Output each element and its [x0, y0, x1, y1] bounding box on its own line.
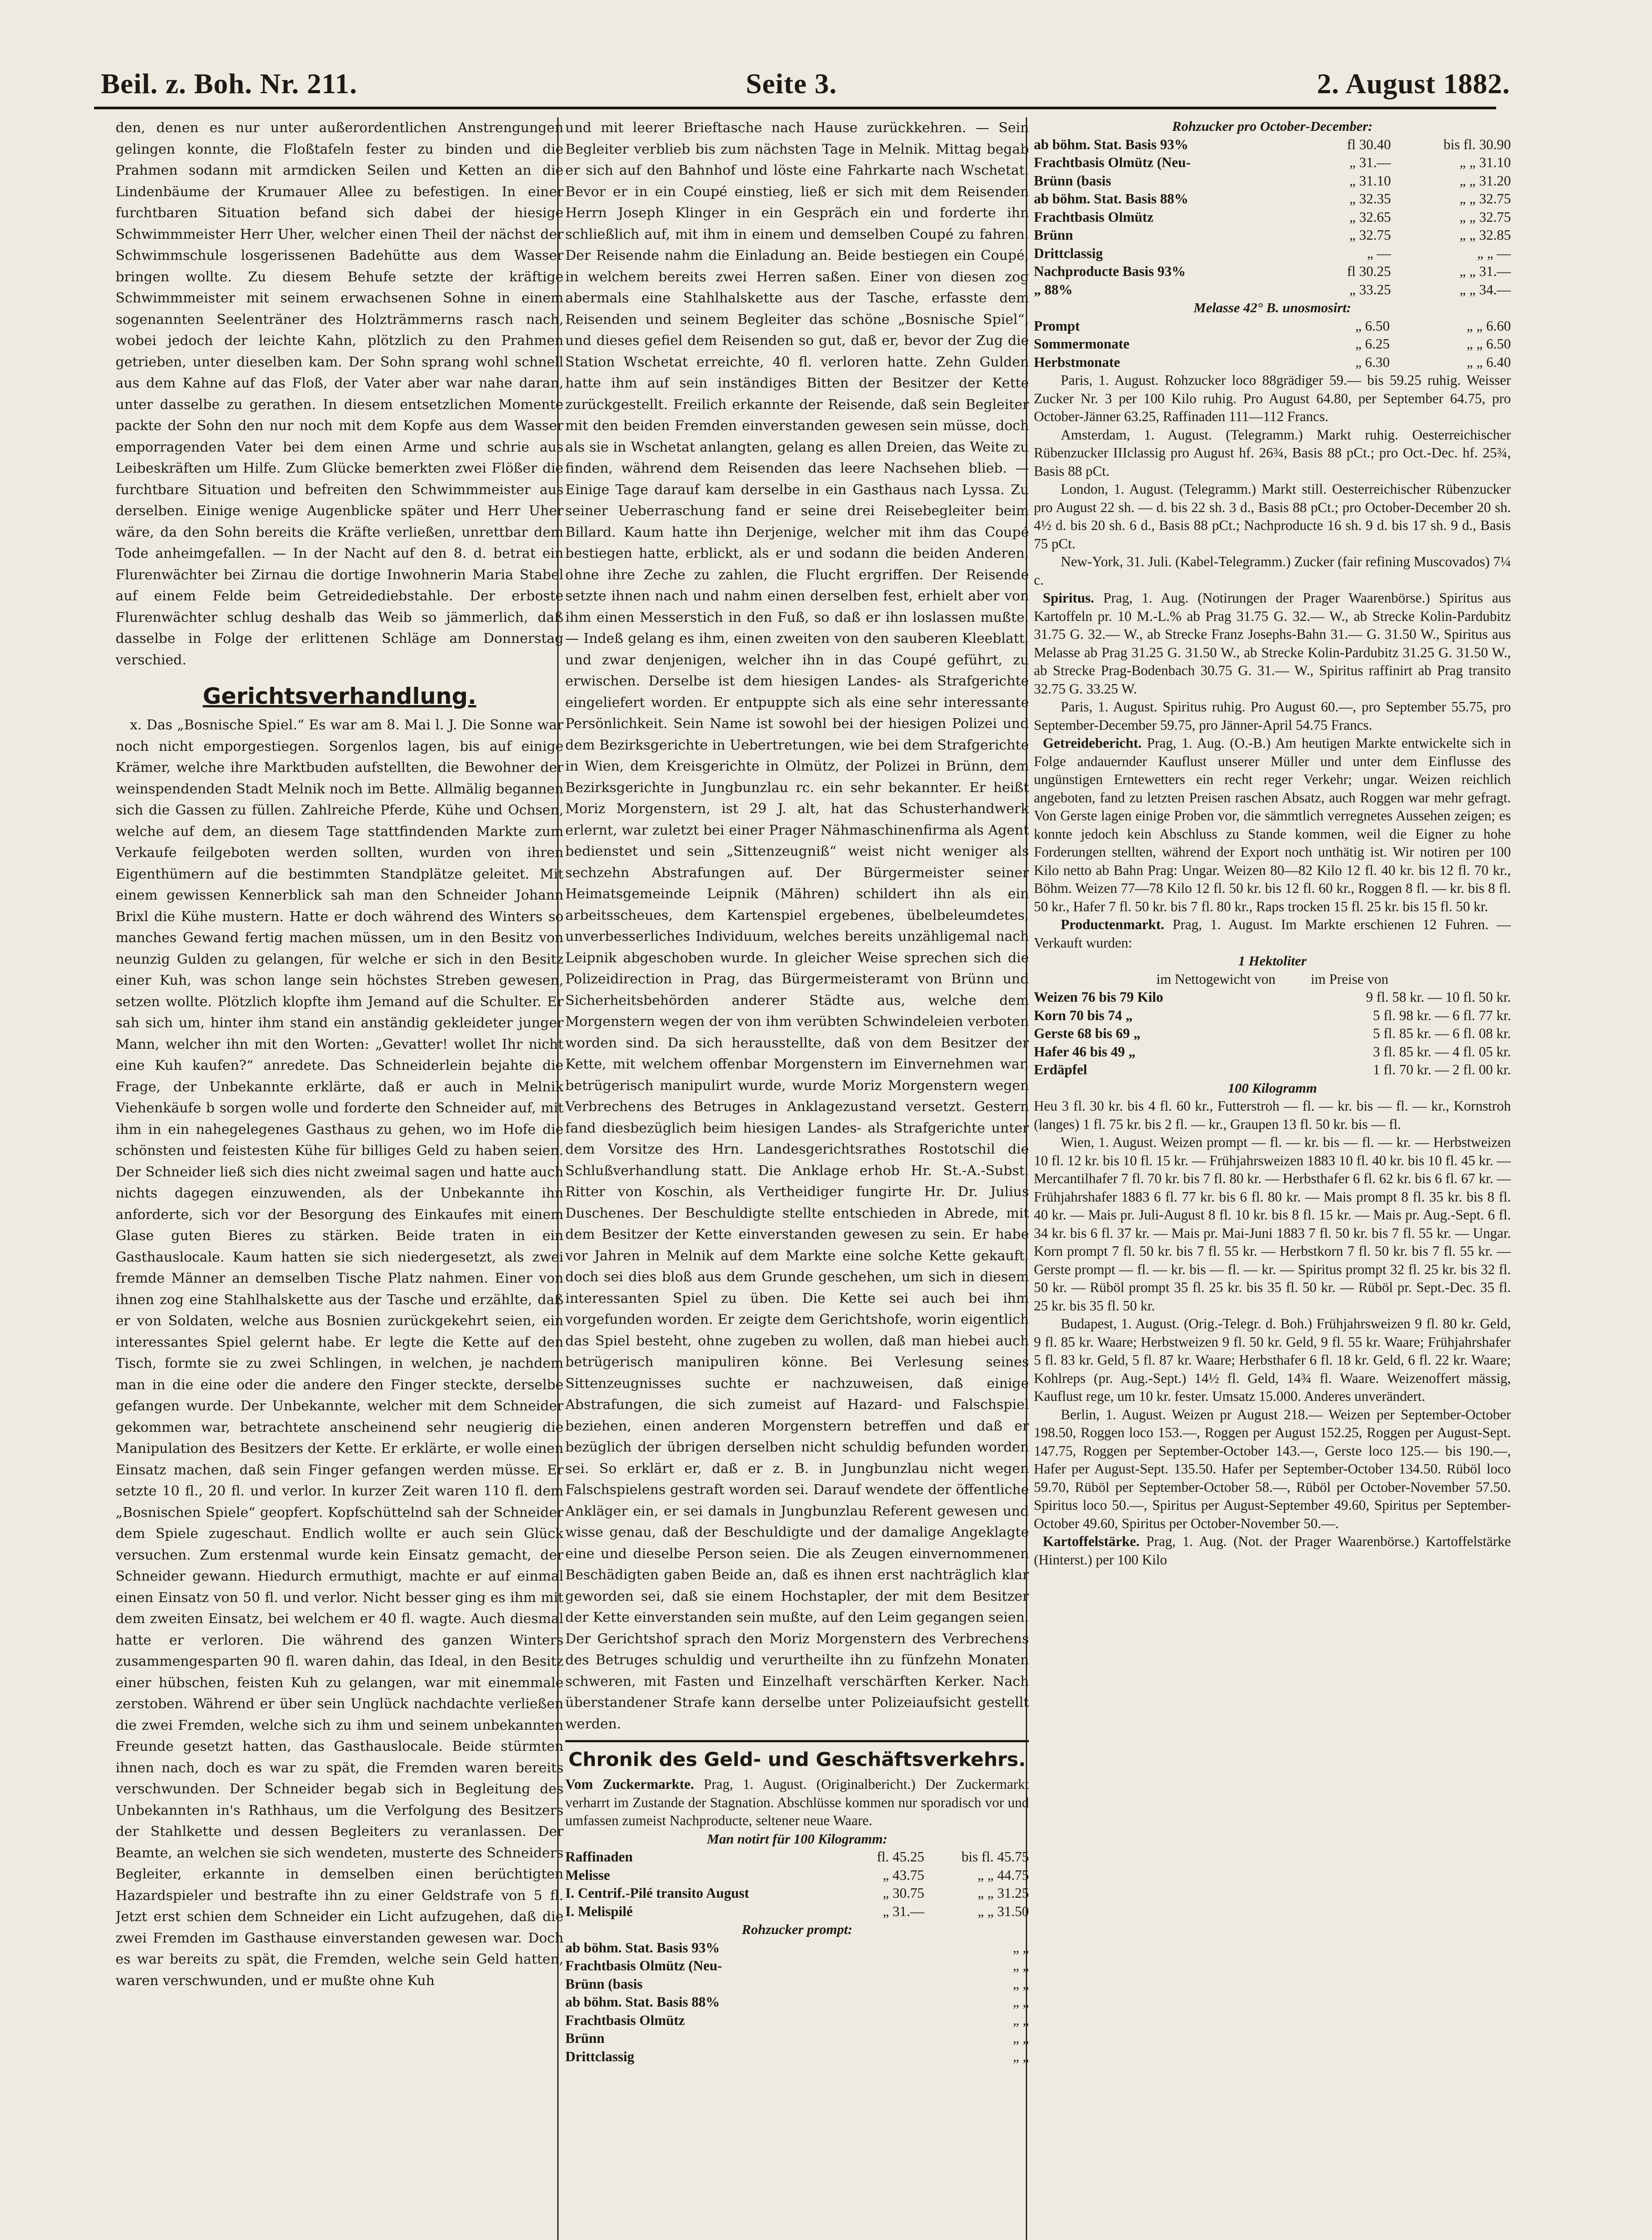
market-report-grain [1034, 734, 1511, 916]
price-subheading: Man notirt für 100 Kilogramm: [706, 1831, 888, 1847]
price-value: „ „ 34.— [1459, 281, 1511, 297]
price-label: Melisse [565, 1867, 610, 1883]
price-row [565, 1957, 1029, 1975]
price-row [565, 1975, 1029, 1994]
price-value: „ „ 31.20 [1459, 172, 1511, 189]
price-value: „ „ 31.25 [977, 1885, 1029, 1901]
supplement-number: Beil. z. Boh. Nr. 211. [101, 68, 357, 99]
price-row [1034, 988, 1511, 1007]
starch-lead: Kartoffelstärke. [1043, 1534, 1140, 1549]
court-report-continuation: und mit leerer Brieftasche nach Hause zurückkehren. — Sein Begleiter verblieb bis zum nächsten Tage in Melnik. Mittag begab er sich auf den Bahnhof und löste eine Fahrkarte nach Wschetat. Bevor er in ein Coupé einstieg, ließ er sich mit dem Reisenden Herrn Joseph Klinger in ein Gespräch ein und forderte ihn schließlich auf, mit ihm in einem und demselben Coupé zu fahren. Der Reisende nahm die Einladung an. Beide bestiegen ein Coupé, in welchem bereits zwei Herren saßen. Einer von diesen zog abermals eine Stahlhalskette aus der Tasche, erfasste dem Reisenden und seinem Begleiter das schöne „Bosnische Spiel“, und dieses gefiel dem Reisenden so gut, daß er, bevor der Zug die Station Wschetat erreichte, 40 fl. verloren hatte. Zehn Gulden hatte ihm auf sein inständiges Bitten der Besitzer der Kette zurückgestellt. Freilich erkannte der Reisende, daß sein Begleiter mit den beiden Fremden einverstanden gewesen sein müsse, doch als sie in Wschetat anlangten, gelang es allen Dreien, das Weite zu finden, während dem Reisenden das leere Nachsehen blieb. — Einige Tage darauf kam derselbe in ein Gasthaus nach Lyssa. Zu seiner Ueberraschung fand er seine drei Reisebegleiter beim Billard. Kaum hatte ihn Derjenige, welcher mit ihm das Coupé bestiegen hatte, erblickt, als er und sodann die beiden Anderen, ohne ihre Zeche zu zahlen, die Flucht ergriffen. Der Reisende setzte ihnen nach und nahm einen derselben fest, erhielt aber von ihm einen Messerstich in den Fuß, so daß er ihn loslassen mußte. — Indeß gelang es ihm, einen zweiten von den sauberen Kleeblatt, und zwar denjenigen, welcher ihn in das Coupé geführt, zu erwischen. Derselbe ist dem hiesigen Landes- als Strafgerichte eingeliefert worden. Er entpuppte sich als eine sehr interessante Persönlichkeit. Sein Name ist sowohl bei der hiesigen Polizei und dem Bezirksgerichte in Uebertretungen, wie bei dem Strafgerichte in Wien, dem Kreisgerichte in Olmütz, der Polizei in Brünn, dem Bezirksgerichte in Jungbunzlau rc. ein sehr bekannter. Er heißt Moriz Morgenstern, ist 29 J. alt, hat das Schusterhandwerk erlernt, war zuletzt bei einer Prager Nähmaschinenfirma als Agent bedienstet und sein „Sittenzeugniß“ weist nicht weniger als sechzehn Abstrafungen auf. Der Bürgermeister seiner Heimatsgemeinde Leipnik (Mähren) schildert ihn als ein arbeitsscheues, dem Kartenspiel ergebenes, übelbeleumdetes, unverbesserliches Individuum, welches bereits unzähligemal nach Leipnik abgeschoben wurde. In gleicher Weise sprechen sich die Polizeidirection in Prag, das Bürgermeisteramt von Brünn und Sicherheitsbehörden anderer Städte aus, welche dem Morgenstern wegen der von ihm verübten Schwindeleien verboten worden sind. Da sich herausstellte, daß von dem Besitzer der Kette, mit welchem offenbar Morgenstern im Einvernehmen war, betrügerisch manipulirt wurde, wurde Moriz Morgenstern wegen Verbrechens des Betruges in Anklagezustand versetzt. Gestern fand diesbezüglich beim hiesigen Landes- als Strafgerichte unter dem Vorsitze des Hrn. Landesgerichtsrathes Rostotschil die Schlußverhandlung statt. Die Anklage erhob Hr. St.-A.-Subst. Ritter von Koschin, als Vertheidiger fungirte Hr. Dr. Julius Duschenes. Der Beschuldigte stellte entschieden in Abrede, mit dem Besitzer der Kette einverstanden gewesen zu sein. Er habe vor Jahren in Melnik auf dem Markte eine solche Kette gekauft, doch sei dies bloß aus dem Grunde geschehen, um sich in diesem interessanten Spiel zu üben. Die Kette sei auch bei ihm vorgefunden worden. Er zeigte dem Gerichtshofe, worin eigentlich das Spiel besteht, ohne zugeben zu wollen, daß man hiebei auch betrügerisch manipuliren könne. Bei Verlesung seines Sittenzeugnisses suchte er nachzuweisen, daß einige Abstrafungen, die sich zumeist auf Hazard- und Falschspiel beziehen, einen anderen Morgenstern betreffen und daß er bezüglich der übrigen derselben nicht schuldig befunden worden sei. So erklärt er, daß er z. B. in Jungbunzlau nicht wegen Falschspielens gestraft worden sei. Darauf wendete der öffentliche Ankläger ein, er sei damals in Jungbunzlau Referent gewesen und wisse genau, daß der Beschuldigte und der damalige Angeklagte eine und dieselbe Person seien. Die als Zeugen einvernommenen Beschädigten gaben Beide an, daß es ihnen erst nachträglich klar geworden sei, daß sie einem Hochstapler, der mit dem Besitzer der Kette einverstanden sein mußte, auf den Leim gegangen seien. Der Gerichtshof sprach den Moriz Morgenstern des Verbrechens des Betruges schuldig und verurtheilte ihn zu fünfzehn Monaten schweren, mit Fasten und Einzelhaft verschärften Kerker. Nach überstandener Strafe kann derselbe unter Polizeiaufsicht gestellt werden. [565, 120, 1029, 1732]
grain-lead: Getreidebericht. [1043, 735, 1142, 751]
market-report-spiritus [1034, 589, 1511, 698]
price-value: „ „ [1013, 1994, 1029, 2010]
local-news-paragraph: den, denen es nur unter außerordentlichen Anstrengungen gelingen konnte, die Floßtafeln fester zu binden und die Prahmen sodann mit armdicken Seilen und Ketten an die Lindenbäume der Krumauer Allee zu befestigen. In einer furchtbaren Situation befand sich dabei der hiesige Schwimmmeister Herr Uher, welcher einen Theil der nächst der Schwimmschule losgerissenen Badehütte aus dem Wasser bringen wollte. Zu diesem Behufe setzte der kräftige Schwimmmeister mit seinem erwachsenen Sohne in einem sogenannten Seelenträner des Holzträmmerns rasch nach, wobei jedoch der leichte Kahn, plötzlich zu den Prahmen getrieben, unter dieselben kam. Der Sohn sprang wohl schnell aus dem Kahne auf das Floß, der Vater aber war nahe daran, unter dasselbe zu gerathen. In diesem entsetzlichen Momente packte der Sohn den nur noch mit dem Kopfe aus dem Wasser emporragenden Vater bei dem einen Arme und schrie aus Leibeskräften um Hilfe. Zum Glücke bemerkten zwei Flößer die furchtbare Situation und befreiten den Schwimmmeister aus derselben. Einige wenige Augenblicke später und Herr Uher wäre, da den Sohn bereits die Kräfte verließen, unrettbar dem Tode anheimgefallen. — In der Nacht auf den 8. d. betrat ein Flurenwächter bei Zirnau die dortige Inwohnerin Maria Stabel auf einem Felde beim Getreidediebstahle. Der erboste Flurenwächter schlug deshalb das Weib so jämmerlich, daß dasselbe in Folge der erlittenen Schläge am Donnerstag verschied. [116, 120, 564, 668]
market-report-berlin: Berlin, 1. August. Weizen pr August 218.— Weizen per September-October 198.50, Roggen loco 153.—, Roggen per August 152.25, Roggen per August-Sept. 147.75, Roggen per September-October 143.—, Gerste loco 125.— bis 190.—, Hafer per August-Sept. 135.50. Hafer per September-October 134.50. Rüböl loco 59.70, Rüböl per September-October 58.—, Rüböl per October-November 57.50. Spiritus loco 50.—, Spiritus per August-September 49.60, Spiritus per September-October 49.60, Spiritus per October-November 50.—. [1034, 1406, 1511, 1531]
price-value: „ 32.35 [1349, 191, 1391, 207]
spiritus-text: Prag, 1. Aug. (Notirungen der Prager Waarenbörse.) Spiritus aus Kartoffeln pr. 10 M.-L.% ab Prag 31.75 G. 32.— W., ab Strecke Kolin-Pardubitz 31.75 G. 32.— W., ab Strecke Franz Josephs-Bahn 31.— G. 31.50 W., Spiritus aus Melasse ab Prag 31.25 G. 31.50 W., ab Strecke Kolin-Pardubitz 31.25 G. 31.50 W., ab Strecke Prag-Bodenbach 30.75 G. 31.— W., Spiritus raffinirt ab Prag transito 32.75 G. 33.25 W. [1034, 590, 1511, 697]
price-value: „ „ 31.50 [977, 1903, 1029, 1919]
price-label: Herbstmonate [1034, 354, 1120, 370]
header-rule [94, 107, 1496, 109]
price-label: Frachtbasis Olmütz (Neu- [565, 1958, 722, 1973]
price-value: „ 31.— [882, 1903, 925, 1919]
price-label: Gerste 68 bis 69 „ [1034, 1025, 1140, 1041]
hectoliter-column-headings: im Nettogewicht von im Preise von [1156, 971, 1389, 987]
price-value: fl. 45.25 [877, 1849, 925, 1865]
court-report-paragraph: x. Das „Bosnische Spiel.“ Es war am 8. Mai l. J. Die Sonne war noch nicht emporgestiegen. Sorgenlos lagen, bis auf einige Krämer, welche ihre Marktbuden aufstellten, die Bewohner der weinspendenden Stadt Melnik noch im Bette. Allmälig begannen sich die Gassen zu füllen. Zahlreiche Pferde, Kühe und Ochsen, welche auf dem, an diesem Tage stattfindenden Markte zum Verkaufe feilgeboten werden sollten, wurden von ihren Eigenthümern auf die bestimmten Standplätze geleitet. Mit einem gewissen Kennerblick sah man den Schneider Johann Brixl die Kühe mustern. Hatte er doch während des Winters so manches Gewand fertig machen müssen, um in den Besitz von neunzig Gulden zu gelangen, für welche er sich in den Besitz einer Kuh, was schon lange sein höchstes Streben gewesen, setzen wollte. Plötzlich klopfte ihm Jemand auf die Schulter. Er sah sich um, hinter ihm stand ein anständig gekleideter junger Mann, welcher ihn mit den Worten: „Gevatter! wollet Ihr nicht eine Kuh kaufen?“ anredete. Das Schneiderlein bejahte die Frage, der Unbekannte erklärte, daß er auch in Melnik Viehenkäufe b sorgen wolle und forderte den Schneider auf, mit ihm in ein nahegelegenes Gasthaus zu gehen, wo im Hofe die schönsten und feistesten Kühe für billiges Geld zu haben seien. Der Schneider ließ sich dies nicht zweimal sagen und hatte auch nichts dagegen einzuwenden, als der Unbekannte ihn anforderte, sich vor der Besorgung des Einkaufes mit einem Glase guten Bieres zu stärken. Beide traten in ein Gasthauslocale. Kaum hatten sie sich niedergesetzt, als zwei fremde Männer an demselben Tische Platz nahmen. Einer von ihnen zog eine Stahlhalskette aus der Tasche und erzählte, daß er von Soldaten, welche aus Bosnien zurückgekehrt seien, ein interessantes Spiel gelernt habe. Er legte die Kette auf den Tisch, formte sie zu zwei Schlingen, in welchen, je nachdem man in die eine oder die andere den Finger steckte, derselbe gefangen wurde. Der Unbekannte, welcher mit dem Schneider gekommen war, betrachtete anscheinend sehr neugierig die Manipulation des Besitzers der Kette. Er erklärte, er wolle einen Einsatz machen, daß sein Finger gefangen werden müsse. Er setzte 10 fl., 20 fl. und verlor. In kurzer Zeit waren 110 fl. dem „Bosnischen Spiele“ geopfert. Kopfschüttelnd sah der Schneider dem Spiele zugeschaut. Endlich wollte er auch sein Glück versuchen. Zum erstenmal wurde kein Einsatz gemacht, der Schneider gewann. Hiedurch ermuthigt, machte er auf einmal einen Einsatz von 50 fl. und verlor. Nicht besser ging es ihm mit dem zweiten Einsatz, bei welchem er 40 fl. wagte. Auch diesmal hatte er verloren. Die während des ganzen Winters zusammengesparten 90 fl. waren dahin, das Ideal, in den Besitz einer hübschen, feisten Kuh zu gelangen, war mit einemmale zerstoben. Während er über sein Unglück nachdachte verließen die zwei Fremden, welche sich zu ihm und seinem unbekannten Freunde gesetzt hatten, das Gasthauslocale. Beide stürmten ihnen nach, doch es war zu spät, die Fremden waren bereits verschwunden. Der Schneider begab sich in Begleitung des Unbekannten in's Rathhaus, um die Verfolgung des Besitzers der Stahlkette und dessen Begleiters zu veranlassen. Der Beamte, an welchen sie sich wendeten, musterte des Schneiders Begleiter, erkannte in demselben einen berüchtigten Hazardspieler und bestrafte ihn zu einer Geldstrafe von 5 fl. Jetzt erst schien dem Schneider ein Licht aufzugehen, daß die zwei Fremden im Gasthause einverstanden gewesen war. Doch es war bereits zu spät, die Fremden, welche sein Geld hatten, waren verschwunden, und er mußte ohne Kuh [116, 717, 564, 1989]
price-row [1034, 317, 1511, 336]
price-value: „ „ [1013, 2048, 1029, 2064]
price-value: „ „ 32.75 [1459, 191, 1511, 207]
price-label: I. Centrif.-Pilé transito August [565, 1885, 749, 1901]
price-value: „ „ [1013, 2030, 1029, 2046]
grain-text: Prag, 1. Aug. (O.-B.) Am heutigen Markte entwickelte sich in Folge andauernder Kauflust unserer Müller und unter dem Einflusse des ungünstigen Erntewetters ein recht reger Verkehr; ungar. Weizen reichlich angeboten, fand zu letzten Preisen raschen Absatz, auch Roggen war mehr gefragt. Von Gerste lagen einige Proben vor, die sämmtlich verregnetes Aussehen zeigen; es konnte jedoch kein Abschluss zu Stande kommen, weil die Eigner zu hohe Forderungen stellten, während der Export noch unthätig ist. Wir notiren per 100 Kilo netto ab Bahn Prag: Ungar. Weizen 80—82 Kilo 12 fl. 40 kr. bis 12 fl. 70 kr., Böhm. Weizen 77—78 Kilo 12 fl. 50 kr. bis 12 fl. 60 kr., Roggen 8 fl. — kr. bis 8 fl. 50 kr., Hafer 7 fl. 50 kr. bis 7 fl. 80 kr., Raps trocken 15 fl. 25 kr. bis 15 fl. 50 kr. [1034, 735, 1511, 914]
column-middle [565, 117, 1029, 2240]
unit-subheading: 100 Kilogramm [1228, 1080, 1317, 1096]
price-subheading: Melasse 42° B. unosmosirt: [1193, 300, 1351, 315]
price-value: 1 fl. 70 kr. — 2 fl. 00 kr. [1373, 1062, 1511, 1077]
price-value: „ „ 6.40 [1467, 354, 1511, 370]
price-value: bis fl. 45.75 [961, 1849, 1029, 1865]
sugar-market-text: Prag, 1. August. (Originalbericht.) Der Zuckermarkt verharrt im Zustande der Stagnation. Abschlüsse kommen nur sporadisch vor und umfassen zumeist Nachproducte, seltener neue Waare. [565, 1776, 1029, 1828]
price-table-hectoliter [1034, 988, 1511, 1079]
price-label: Sommermonate [1034, 336, 1130, 352]
price-row [1034, 335, 1511, 353]
price-value: „ „ 32.75 [1459, 209, 1511, 225]
price-value: 5 fl. 85 kr. — 6 fl. 08 kr. [1373, 1025, 1511, 1041]
price-row [1034, 172, 1511, 190]
price-row [1034, 281, 1511, 299]
price-table-refined [565, 1848, 1029, 1921]
price-label: Frachtbasis Olmütz (Neu- [1034, 155, 1191, 170]
page-number: Seite 3. [746, 68, 837, 99]
market-report-newyork: New-York, 31. Juli. (Kabel-Telegramm.) Zucker (fair refining Muscovados) 7¼ c. [1034, 554, 1511, 588]
price-value: „ 30.75 [882, 1885, 925, 1901]
price-row [565, 1903, 1029, 1921]
price-label: Brünn [1034, 227, 1073, 243]
price-row [565, 1939, 1029, 1957]
price-value: „ „ [1013, 2012, 1029, 2028]
price-value: „ 6.50 [1355, 318, 1390, 334]
price-value: „ „ 31.— [1459, 263, 1511, 279]
price-table-raw-oct-dec [1034, 136, 1511, 299]
sugar-market-report [565, 1775, 1029, 1830]
market-report-paris: Paris, 1. August. Rohzucker loco 88grädiger 59.— bis 59.25 ruhig. Weisser Zucker Nr. 3 per 100 Kilo ruhig. Pro August 64.80, per September 64.75, pro October-Jänner 63.25, Raffinaden 111—112 Francs. [1034, 372, 1511, 424]
price-value: „ „ 32.85 [1459, 227, 1511, 243]
price-value: fl 30.25 [1347, 263, 1391, 279]
price-value: „ 43.75 [882, 1867, 925, 1883]
price-label: ab böhm. Stat. Basis 88% [565, 1994, 720, 2010]
price-label: Erdäpfel [1034, 1062, 1088, 1077]
section-heading-court: Gerichtsverhandlung. [202, 683, 477, 709]
price-label: Drittclassig [565, 2048, 634, 2064]
price-value: 9 fl. 58 kr. — 10 fl. 50 kr. [1366, 989, 1511, 1005]
issue-date: 2. August 1882. [1317, 68, 1510, 99]
market-report-amsterdam: Amsterdam, 1. August. (Telegramm.) Markt ruhig. Oesterreichischer Rübenzucker IIIclassig pro August hf. 26¾, Basis 88 pCt.; pro Oct.-Dec. hf. 25¾, Basis 88 pCt. [1034, 426, 1511, 479]
section-heading-finance: Chronik des Geld- und Geschäftsverkehrs. [565, 1740, 1029, 1771]
column-right [1034, 117, 1511, 2240]
price-value: „ 33.25 [1349, 281, 1391, 297]
price-row [565, 2029, 1029, 2048]
price-label: I. Melispilé [565, 1903, 633, 1919]
price-value: 3 fl. 85 kr. — 4 fl. 05 kr. [1373, 1043, 1511, 1060]
price-label: ab böhm. Stat. Basis 93% [565, 1939, 720, 1956]
price-row [565, 1866, 1029, 1885]
price-label: Frachtbasis Olmütz [565, 2012, 685, 2028]
price-table-molasses [1034, 317, 1511, 372]
price-row [565, 2012, 1029, 2030]
market-report-london: London, 1. August. (Telegramm.) Markt still. Oesterreichischer Rübenzucker pro August 22 sh. — d. bis 22 sh. 3 d., Basis 88 pCt.; pro October-December 20 sh. 4½ d. bis 20 sh. 6 d., Basis 88 pCt.; Nachproducte 16 sh. 9 d. bis 17 sh. 9 d., Basis 75 pCt. [1034, 481, 1511, 551]
price-label: Frachtbasis Olmütz [1034, 209, 1153, 225]
produce-text: Prag, 1. August. Im Markte erschienen 12 Fuhren. — Verkauft wurden: [1034, 917, 1511, 951]
price-row [1034, 263, 1511, 281]
price-value: „ 32.75 [1349, 227, 1391, 243]
price-row [1034, 353, 1511, 372]
price-value: „ 6.30 [1355, 354, 1390, 370]
price-value: „ „ 6.50 [1467, 336, 1511, 352]
price-value: „ „ [1013, 1939, 1029, 1956]
price-label: Nachproducte Basis 93% [1034, 263, 1186, 279]
price-value: „ — [1367, 245, 1391, 261]
price-label: ab böhm. Stat. Basis 93% [1034, 136, 1188, 152]
price-value: „ 31.— [1349, 155, 1391, 170]
price-label: Brünn (basis [1034, 172, 1111, 189]
price-label: Korn 70 bis 74 „ [1034, 1007, 1133, 1023]
price-subheading: Rohzucker pro October-December: [1172, 118, 1373, 134]
price-value: „ 31.10 [1349, 172, 1391, 189]
price-label: Brünn [565, 2030, 605, 2046]
sugar-market-lead: Vom Zuckermarkte. [565, 1776, 694, 1792]
price-row [1034, 1007, 1511, 1025]
price-value: „ 6.25 [1355, 336, 1390, 352]
price-row [1034, 190, 1511, 208]
market-report-hay: Heu 3 fl. 30 kr. bis 4 fl. 60 kr., Futterstroh — fl. — kr. bis — fl. — kr., Kornstroh (langes) 1 fl. 75 kr. bis 2 fl. — kr., Graupen 13 fl. 50 kr. bis — fl. [1034, 1098, 1511, 1132]
produce-lead: Productenmarkt. [1061, 917, 1165, 932]
price-row [1034, 245, 1511, 263]
price-value: bis fl. 30.90 [1443, 136, 1511, 152]
market-report-starch [1034, 1533, 1511, 1569]
column-left [116, 117, 564, 2240]
price-row [1034, 1025, 1511, 1043]
price-label: Weizen 76 bis 79 Kilo [1034, 989, 1163, 1005]
price-row [565, 2048, 1029, 2066]
price-value: „ 32.65 [1349, 209, 1391, 225]
price-value: „ „ 31.10 [1459, 155, 1511, 170]
price-label: Drittclassig [1034, 245, 1103, 261]
market-report-produce [1034, 916, 1511, 952]
market-report-paris-spiritus: Paris, 1. August. Spiritus ruhig. Pro August 60.—, pro September 55.75, pro September-December 59.75, pro Jänner-April 54.75 Francs. [1034, 699, 1511, 733]
price-row [565, 1993, 1029, 2012]
price-row [1034, 154, 1511, 172]
price-row [1034, 226, 1511, 245]
price-table-raw-prompt [565, 1939, 1029, 2066]
price-value: „ „ — [1477, 245, 1511, 261]
market-report-budapest: Budapest, 1. August. (Orig.-Telegr. d. Boh.) Frühjahrsweizen 9 fl. 80 kr. Geld, 9 fl. 85 kr. Waare; Herbstweizen 9 fl. 50 kr. Geld, 9 fl. 55 kr. Waare; Frühjahrshafer 5 fl. 83 kr. Geld, 5 fl. 87 kr. Waare; Herbsthafer 6 fl. 18 kr. Geld, 6 fl. 22 kr. Waare; Kohlreps (pr. Aug.-Sept.) 14½ fl. Geld, 14¾ fl. Waare. Weizenoffert mässig, Kauflust rege, um 10 kr. fester. Umsatz 15.000. Anderes unverändert. [1034, 1316, 1511, 1404]
price-value: „ „ 44.75 [977, 1867, 1029, 1883]
price-row [1034, 1061, 1511, 1079]
price-value: „ „ 6.60 [1467, 318, 1511, 334]
price-row [1034, 136, 1511, 154]
price-label: Hafer 46 bis 49 „ [1034, 1043, 1136, 1060]
price-label: Prompt [1034, 318, 1080, 334]
price-label: Brünn (basis [565, 1976, 643, 1992]
price-value: 5 fl. 98 kr. — 6 fl. 77 kr. [1373, 1007, 1511, 1023]
price-value: „ „ [1013, 1958, 1029, 1973]
page-header [0, 0, 1652, 112]
starch-text: Prag, 1. Aug. (Not. der Prager Waarenbörse.) Kartoffelstärke (Hinterst.) per 100 Kilo [1034, 1534, 1511, 1568]
spiritus-lead: Spiritus. [1043, 590, 1094, 606]
market-report-vienna: Wien, 1. August. Weizen prompt — fl. — kr. bis — fl. — kr. — Herbstweizen 10 fl. 12 kr. bis 10 fl. 15 kr. — Frühjahrsweizen 1883 10 fl. 40 kr. bis 10 fl. 45 kr. — Mercantilhafer 7 fl. 70 kr. bis 7 fl. 80 kr. — Herbsthafer 6 fl. 62 kr. bis 6 fl. 67 kr. — Frühjahrshafer 1883 6 fl. 77 kr. bis 6 fl. 80 kr. — Mais prompt 8 fl. 35 kr. bis 8 fl. 40 kr. — Mais pr. Juli-August 8 fl. 10 kr. bis 8 fl. 15 kr. — Mais pr. Aug.-Sept. 6 fl. 34 kr. bis 6 fl. 37 kr. — Mais pr. Mai-Juni 1883 7 fl. 50 kr. bis 7 fl. 55 kr. — Ungar. Korn prompt 7 fl. 50 kr. bis 7 fl. 55 kr. — Herbstkorn 7 fl. 50 kr. bis 7 fl. 55 kr. — Gerste prompt — fl. — kr. bis — fl. — kr. — Spiritus prompt 32 fl. 25 kr. bis 32 fl. 50 kr. — Rüböl prompt 35 fl. 25 kr. bis 35 fl. 50 kr. — Rüböl pr. Sept.-Dec. 35 fl. 25 kr. bis 35 fl. 50 kr. [1034, 1134, 1511, 1314]
price-row [565, 1848, 1029, 1866]
price-value: „ „ [1013, 1976, 1029, 1992]
price-label: „ 88% [1034, 281, 1073, 297]
price-row [1034, 208, 1511, 227]
price-value: fl 30.40 [1347, 136, 1391, 152]
price-label: Raffinaden [565, 1849, 633, 1865]
price-row [565, 1884, 1029, 1903]
unit-subheading: 1 Hektoliter [1238, 953, 1307, 969]
price-subheading: Rohzucker prompt: [741, 1921, 853, 1937]
price-row [1034, 1043, 1511, 1061]
price-label: ab böhm. Stat. Basis 88% [1034, 191, 1188, 207]
